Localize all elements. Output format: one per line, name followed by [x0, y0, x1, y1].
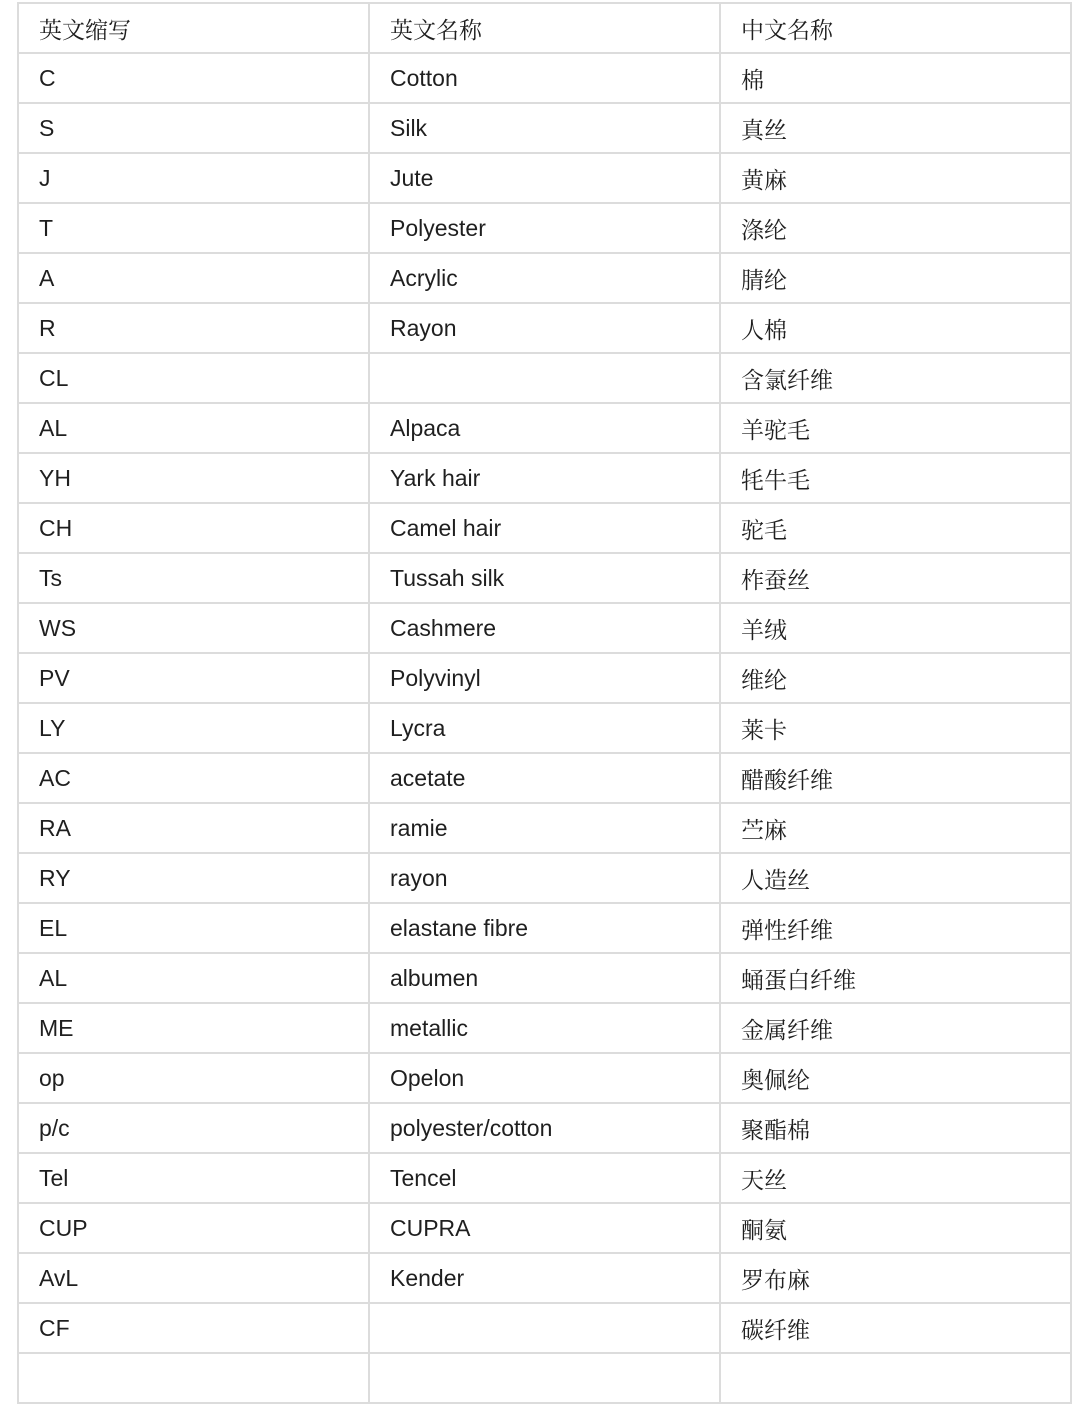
cell-abbreviation: AL [18, 403, 369, 453]
cell-chinese-name: 含氯纤维 [720, 353, 1071, 403]
cell-abbreviation: RA [18, 803, 369, 853]
table-row [18, 1303, 1071, 1353]
cell-chinese-name: 涤纶 [720, 203, 1071, 253]
cell-abbreviation: LY [18, 703, 369, 753]
cell-chinese-name: 奥佩纶 [720, 1053, 1071, 1103]
cell-chinese-name: 酮氨 [720, 1203, 1071, 1253]
cell-chinese-name: 柞蚕丝 [720, 553, 1071, 603]
cell-abbreviation: AvL [18, 1253, 369, 1303]
cell-english-name: acetate [369, 753, 720, 803]
table-row [18, 553, 1071, 603]
cell-abbreviation: Ts [18, 553, 369, 603]
cell-english-name: Cashmere [369, 603, 720, 653]
cell-english-name: Kender [369, 1253, 720, 1303]
cell-english-name: polyester/cotton [369, 1103, 720, 1153]
table-row [18, 153, 1071, 203]
cell-chinese-name: 棉 [720, 53, 1071, 103]
cell-abbreviation: op [18, 1053, 369, 1103]
cell-chinese-name: 罗布麻 [720, 1253, 1071, 1303]
table-row [18, 203, 1071, 253]
cell-partial [18, 1353, 369, 1403]
table-row [18, 903, 1071, 953]
cell-abbreviation: C [18, 53, 369, 103]
cell-chinese-name: 弹性纤维 [720, 903, 1071, 953]
table-row [18, 803, 1071, 853]
cell-chinese-name: 维纶 [720, 653, 1071, 703]
table-row [18, 1253, 1071, 1303]
cell-english-name: Jute [369, 153, 720, 203]
cell-chinese-name: 蛹蛋白纤维 [720, 953, 1071, 1003]
cell-partial [369, 1353, 720, 1403]
table-row [18, 753, 1071, 803]
cell-english-name: Polyvinyl [369, 653, 720, 703]
cell-abbreviation: p/c [18, 1103, 369, 1153]
table-row [18, 103, 1071, 153]
cell-english-name: Silk [369, 103, 720, 153]
cell-abbreviation: T [18, 203, 369, 253]
cell-english-name: Alpaca [369, 403, 720, 453]
header-chinese-name: 中文名称 [720, 3, 1071, 53]
cell-abbreviation: AL [18, 953, 369, 1003]
cell-chinese-name: 人造丝 [720, 853, 1071, 903]
table-row [18, 53, 1071, 103]
table-body [18, 53, 1071, 1403]
cell-chinese-name: 苎麻 [720, 803, 1071, 853]
cell-english-name: Tussah silk [369, 553, 720, 603]
table-row [18, 1103, 1071, 1153]
cell-english-name: ramie [369, 803, 720, 853]
cell-abbreviation: CL [18, 353, 369, 403]
table-row [18, 353, 1071, 403]
cell-english-name: Tencel [369, 1153, 720, 1203]
table-row [18, 653, 1071, 703]
cell-english-name: Opelon [369, 1053, 720, 1103]
table-row [18, 303, 1071, 353]
cell-english-name: Cotton [369, 53, 720, 103]
cell-abbreviation: EL [18, 903, 369, 953]
cell-chinese-name: 羊驼毛 [720, 403, 1071, 453]
cell-abbreviation: J [18, 153, 369, 203]
table-row [18, 1003, 1071, 1053]
cell-chinese-name: 天丝 [720, 1153, 1071, 1203]
cell-chinese-name: 牦牛毛 [720, 453, 1071, 503]
table-row [18, 1153, 1071, 1203]
cell-chinese-name: 黄麻 [720, 153, 1071, 203]
table-header-row [18, 3, 1071, 53]
cell-abbreviation: S [18, 103, 369, 153]
cell-english-name: CUPRA [369, 1203, 720, 1253]
cell-chinese-name: 金属纤维 [720, 1003, 1071, 1053]
cell-english-name [369, 353, 720, 403]
cell-english-name [369, 1303, 720, 1353]
cell-english-name: Yark hair [369, 453, 720, 503]
cell-abbreviation: ME [18, 1003, 369, 1053]
cell-english-name: albumen [369, 953, 720, 1003]
cell-chinese-name: 醋酸纤维 [720, 753, 1071, 803]
cell-chinese-name: 聚酯棉 [720, 1103, 1071, 1153]
cell-chinese-name: 真丝 [720, 103, 1071, 153]
cell-english-name: Rayon [369, 303, 720, 353]
fiber-abbreviation-table [17, 2, 1072, 1404]
cell-abbreviation: CH [18, 503, 369, 553]
cell-chinese-name: 羊绒 [720, 603, 1071, 653]
cell-abbreviation: RY [18, 853, 369, 903]
table-row [18, 453, 1071, 503]
cell-chinese-name: 碳纤维 [720, 1303, 1071, 1353]
header-abbreviation: 英文缩写 [18, 3, 369, 53]
cell-abbreviation: PV [18, 653, 369, 703]
cell-abbreviation: WS [18, 603, 369, 653]
cell-abbreviation: AC [18, 753, 369, 803]
cell-partial [720, 1353, 1071, 1403]
table-row-partial [18, 1353, 1071, 1403]
cell-abbreviation: R [18, 303, 369, 353]
cell-abbreviation: YH [18, 453, 369, 503]
table-row [18, 253, 1071, 303]
cell-abbreviation: A [18, 253, 369, 303]
cell-abbreviation: CF [18, 1303, 369, 1353]
cell-chinese-name: 驼毛 [720, 503, 1071, 553]
table-row [18, 1203, 1071, 1253]
cell-english-name: metallic [369, 1003, 720, 1053]
cell-abbreviation: Tel [18, 1153, 369, 1203]
table-row [18, 853, 1071, 903]
fiber-abbreviation-table-container [17, 2, 1070, 1404]
cell-english-name: Lycra [369, 703, 720, 753]
table-row [18, 953, 1071, 1003]
cell-english-name: Acrylic [369, 253, 720, 303]
cell-english-name: rayon [369, 853, 720, 903]
cell-english-name: Camel hair [369, 503, 720, 553]
cell-english-name: elastane fibre [369, 903, 720, 953]
table-row [18, 1053, 1071, 1103]
table-row [18, 403, 1071, 453]
cell-abbreviation: CUP [18, 1203, 369, 1253]
header-english-name: 英文名称 [369, 3, 720, 53]
cell-chinese-name: 莱卡 [720, 703, 1071, 753]
cell-chinese-name: 人棉 [720, 303, 1071, 353]
table-row [18, 603, 1071, 653]
cell-english-name: Polyester [369, 203, 720, 253]
table-row [18, 703, 1071, 753]
cell-chinese-name: 腈纶 [720, 253, 1071, 303]
table-row [18, 503, 1071, 553]
